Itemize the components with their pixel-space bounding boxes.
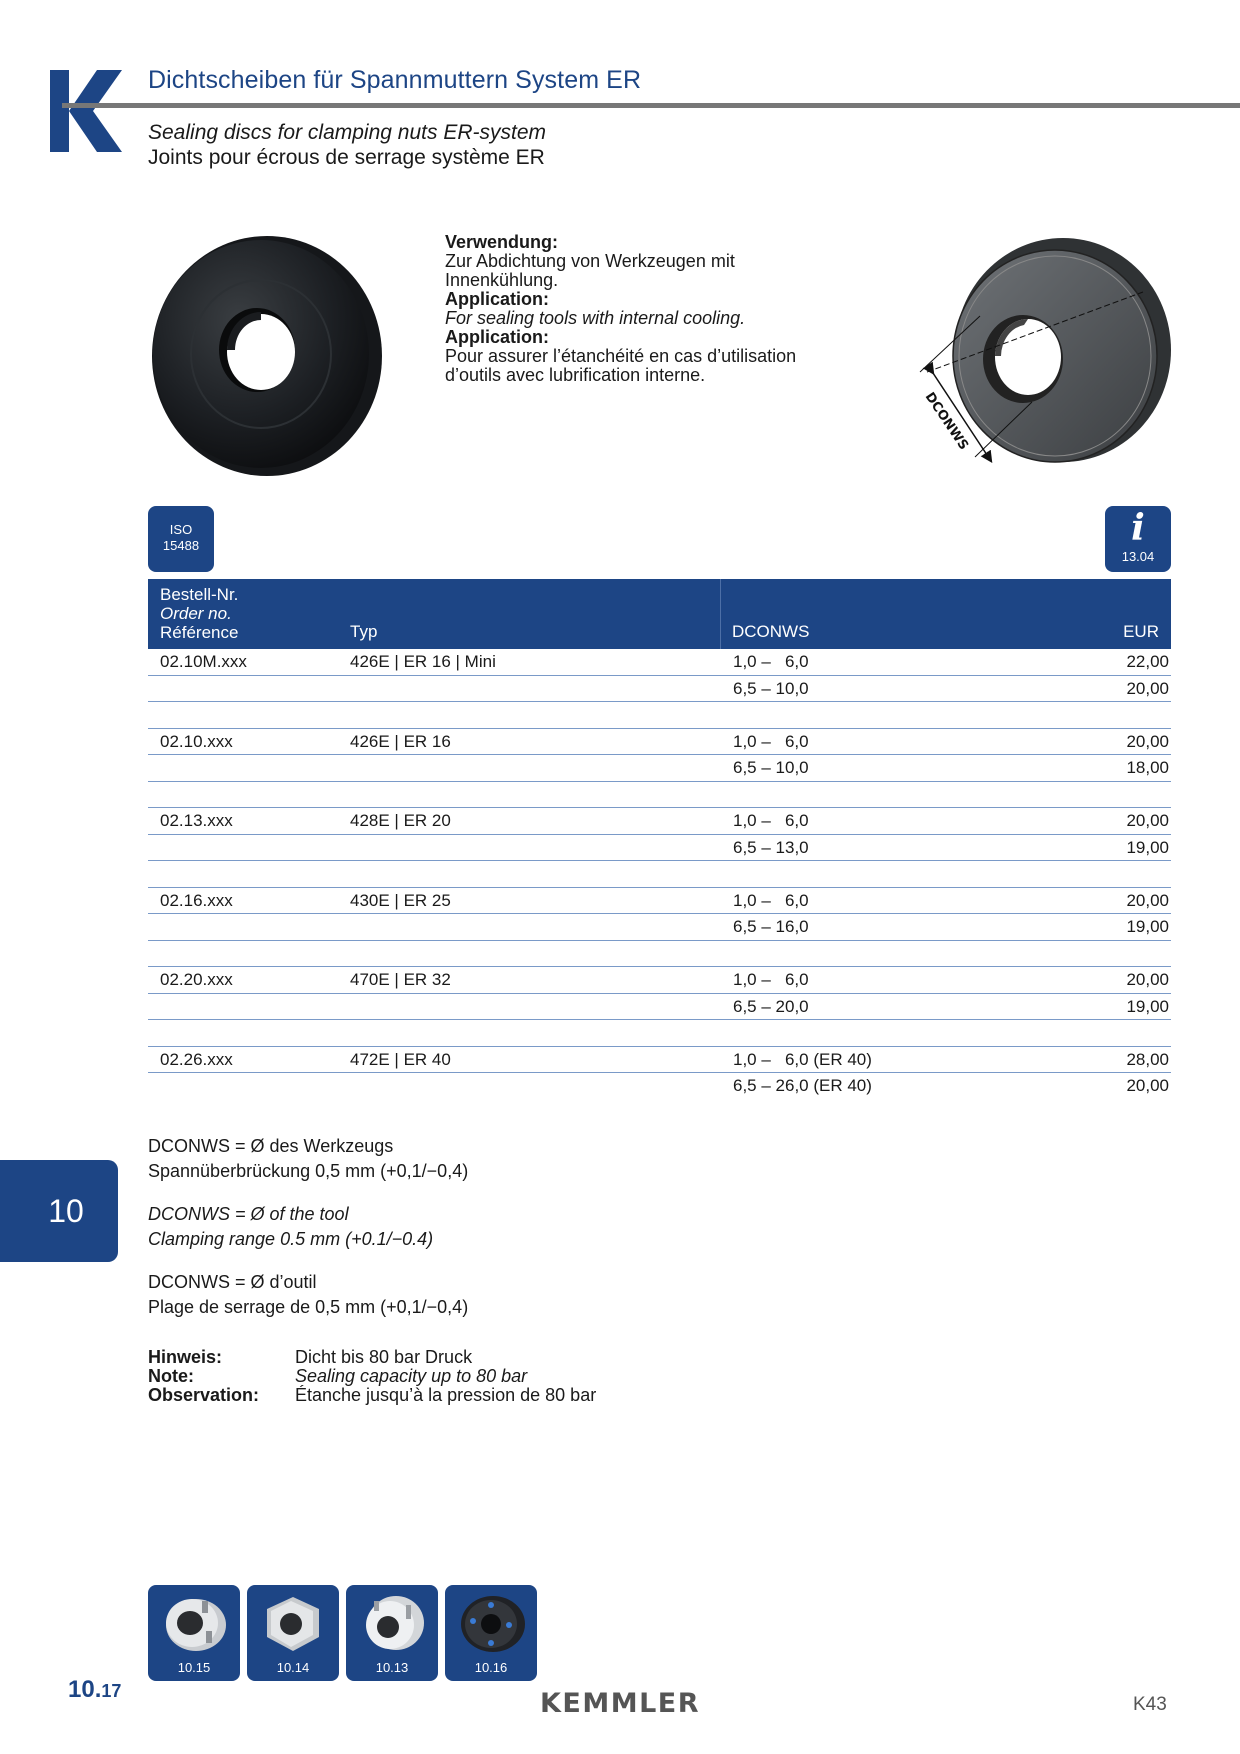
- table-row: [148, 676, 1171, 703]
- thumbnail-label: 10.15: [177, 1660, 211, 1675]
- hint-en-text: Sealing capacity up to 80 bar: [295, 1366, 528, 1386]
- hex-collet-nut-icon: [255, 1591, 331, 1657]
- dconws-cell: 6,5 – 10,0: [733, 678, 809, 698]
- dconws-cell: 6,5 – 13,0: [733, 837, 809, 857]
- sealing-disc-drawing: [905, 232, 1175, 472]
- price-cell: 22,00: [1126, 652, 1169, 671]
- info-reference: 13.04: [1121, 549, 1155, 564]
- price-cell: 19,00: [1126, 996, 1169, 1016]
- dconws-cell: 6,5 – 10,0: [733, 758, 809, 777]
- dconws-cell: 1,0 – 6,0: [733, 652, 809, 671]
- column-type: Typ: [350, 622, 378, 641]
- type-cell: 426E | ER 16: [350, 731, 451, 751]
- brand-name: KEMMLER: [539, 1688, 701, 1719]
- type-cell: 430E | ER 25: [350, 890, 451, 910]
- table-row: [148, 967, 1171, 994]
- usage-text: [445, 233, 805, 385]
- header-order-fr: Référence: [160, 623, 239, 642]
- usage-fr-heading: Application:: [445, 327, 549, 347]
- hint-de-label: Hinweis:: [148, 1347, 223, 1367]
- price-cell: 20,00: [1126, 890, 1169, 910]
- table-spacer-row: [148, 861, 1171, 888]
- thumbnail-label: 10.13: [375, 1660, 409, 1675]
- table-row: [148, 808, 1171, 835]
- info-badge[interactable]: [1105, 506, 1171, 572]
- dconws-cell: 1,0 – 6,0 (ER 40): [733, 1049, 872, 1069]
- dconws-dimension-label: DCONWS: [921, 389, 972, 453]
- header-divider: [720, 579, 721, 649]
- table-row: [148, 1073, 1171, 1100]
- order-number: 02.20.xxx: [160, 970, 233, 989]
- sealing-disc-photo: [145, 232, 385, 480]
- usage-en-text: For sealing tools with internal cooling.: [445, 308, 746, 328]
- thumbnail-link[interactable]: [148, 1585, 240, 1681]
- type-cell: 470E | ER 32: [350, 970, 451, 989]
- title-rule: [62, 103, 1240, 108]
- header-order-de: Bestell-Nr.: [160, 585, 239, 604]
- subtitle-en: Sealing discs for clamping nuts ER-system: [148, 121, 546, 144]
- dconws-cell: 6,5 – 26,0 (ER 40): [733, 1076, 872, 1095]
- note-de-line1: DCONWS = Ø des Werkzeugs: [148, 1136, 394, 1156]
- dconws-cell: 1,0 – 6,0: [733, 890, 809, 910]
- hint-de-text: Dicht bis 80 bar Druck: [295, 1347, 473, 1367]
- table-spacer-row: [148, 941, 1171, 968]
- iso-standard-badge: [148, 506, 214, 572]
- kemmler-logo: [50, 70, 122, 152]
- page-title: Dichtscheiben für Spannmuttern System ER: [148, 66, 642, 94]
- slotted-collet-nut-icon: [354, 1591, 430, 1657]
- hint-fr-text: Étanche jusqu’à la pression de 80 bar: [295, 1385, 597, 1405]
- column-dconws: DCONWS: [732, 622, 810, 641]
- dconws-cell: 6,5 – 20,0: [733, 996, 809, 1016]
- price-cell: 20,00: [1126, 731, 1169, 751]
- table-row: [148, 649, 1171, 676]
- table-spacer-row: [148, 1020, 1171, 1047]
- iso-label: ISO: [169, 522, 193, 537]
- price-cell: 18,00: [1126, 758, 1169, 777]
- price-cell: 20,00: [1126, 811, 1169, 830]
- hint-fr-label: Observation:: [148, 1385, 260, 1405]
- dconws-cell: 1,0 – 6,0: [733, 811, 809, 830]
- table-row: [148, 888, 1171, 915]
- ball-bearing-nut-icon: [453, 1591, 529, 1657]
- table-row: [148, 914, 1171, 941]
- order-number: 02.26.xxx: [160, 1049, 233, 1069]
- price-cell: 20,00: [1126, 970, 1169, 989]
- table-row: [148, 994, 1171, 1021]
- thumbnail-link[interactable]: [445, 1585, 537, 1681]
- note-en-line1: DCONWS = Ø of the tool: [148, 1204, 349, 1224]
- dconws-cell: 6,5 – 16,0: [733, 917, 809, 936]
- table-row: [148, 729, 1171, 756]
- note-de-line2: Spannüberbrückung 0,5 mm (+0,1/−0,4): [148, 1161, 469, 1181]
- page-number-main: 10.: [68, 1676, 102, 1703]
- info-icon: i: [1131, 507, 1145, 549]
- type-cell: 428E | ER 20: [350, 811, 451, 830]
- table-spacer-row: [148, 702, 1171, 729]
- price-cell: 20,00: [1126, 1076, 1169, 1095]
- table-row: [148, 835, 1171, 862]
- catalog-page: K43: [1133, 1694, 1167, 1715]
- dconws-cell: 1,0 – 6,0: [733, 970, 809, 989]
- page-number-sub: 17: [101, 1681, 122, 1701]
- collet-nut-icon: [156, 1591, 232, 1657]
- order-number: 02.10.xxx: [160, 731, 233, 751]
- header-order-en: Order no.: [160, 604, 232, 623]
- subtitle-fr: Joints pour écrous de serrage système ER: [148, 146, 545, 169]
- order-number: 02.10M.xxx: [160, 652, 247, 671]
- table-spacer-row: [148, 782, 1171, 809]
- hint-en-label: Note:: [148, 1366, 194, 1386]
- usage-fr-text: Pour assurer l’étanchéité en cas d’utilisation d’outils avec lubrification interne.: [445, 346, 797, 385]
- usage-de-text: Zur Abdichtung von Werkzeugen mit Innenkühlung.: [445, 251, 735, 290]
- dconws-cell: 1,0 – 6,0: [733, 731, 809, 751]
- usage-de-heading: Verwendung:: [445, 232, 559, 252]
- order-number: 02.16.xxx: [160, 890, 233, 910]
- thumbnail-label: 10.14: [276, 1660, 310, 1675]
- price-cell: 28,00: [1126, 1049, 1169, 1069]
- price-cell: 19,00: [1126, 917, 1169, 936]
- iso-number: 15488: [162, 538, 200, 553]
- type-cell: 426E | ER 16 | Mini: [350, 652, 496, 671]
- table-row: [148, 755, 1171, 782]
- section-tab[interactable]: 10: [0, 1160, 118, 1262]
- thumbnail-label: 10.16: [474, 1660, 508, 1675]
- price-cell: 19,00: [1126, 837, 1169, 857]
- note-en-line2: Clamping range 0.5 mm (+0.1/−0.4): [148, 1229, 434, 1249]
- thumbnail-link[interactable]: [247, 1585, 339, 1681]
- type-cell: 472E | ER 40: [350, 1049, 451, 1069]
- column-eur: EUR: [1123, 622, 1159, 641]
- table-row: [148, 1047, 1171, 1074]
- usage-en-heading: Application:: [445, 289, 549, 309]
- note-fr-line1: DCONWS = Ø d’outil: [148, 1272, 317, 1292]
- price-cell: 20,00: [1126, 678, 1169, 698]
- note-fr-line2: Plage de serrage de 0,5 mm (+0,1/−0,4): [148, 1297, 469, 1317]
- order-number: 02.13.xxx: [160, 811, 233, 830]
- table-header: [148, 579, 1171, 649]
- thumbnail-link[interactable]: [346, 1585, 438, 1681]
- column-order-number: [160, 585, 238, 642]
